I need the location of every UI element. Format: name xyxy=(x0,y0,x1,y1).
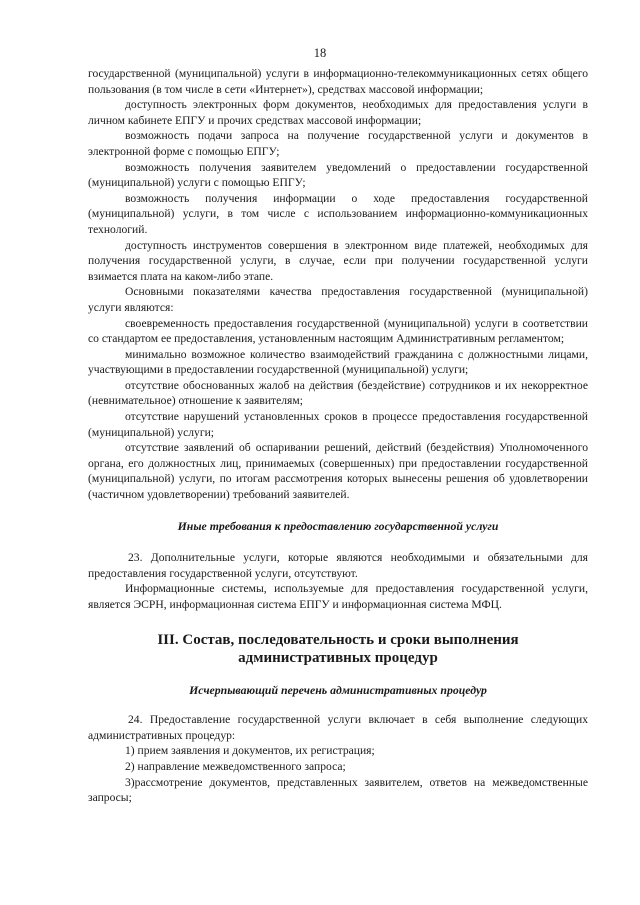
paragraph: Основными показателями качества предоставления государственной (муниципальной) услуги являются: xyxy=(88,285,588,314)
page-number: 18 xyxy=(313,46,327,60)
paragraph: возможность подачи запроса на получение государственной услуги и документов в электронной форме с помощью ЕПГУ; xyxy=(88,129,588,158)
chapter-title-line: административных процедур xyxy=(238,649,438,666)
section-title-procedures: Исчерпывающий перечень административных процедур xyxy=(189,682,487,697)
paragraph: возможность получения заявителем уведомлений о предоставлении государственной (муниципальной) услуги с помощью ЕПГУ; xyxy=(88,160,588,190)
section-title-other-requirements: Иные требования к предоставлению государственной услуги xyxy=(177,518,499,533)
paragraph: минимально возможное количество взаимодействий гражданина с должностными лицами, участвующими в предоставлении государственной (муниципальной) услуги; xyxy=(88,347,588,377)
paragraph: отсутствие нарушений установленных сроков в процессе предоставления государственной (муниципальной) услуги; xyxy=(88,410,588,439)
paragraph: государственной (муниципальной) услуги в информационно-телекоммуникационных сетях общего пользования (в том числе в сети «Интернет»), средствах массовой информации; xyxy=(88,67,588,96)
document-body xyxy=(88,66,588,806)
paragraph: 24. Предоставление государственной услуги включает в себя выполнение следующих административных процедур: xyxy=(88,713,588,742)
paragraph: 23. Дополнительные услуги, которые являются необходимыми и обязательными для предоставления государственной услуги, отсутствуют. xyxy=(88,551,588,580)
paragraph: доступность инструментов совершения в электронном виде платежей, необходимых для получения государственной услуги, в случае, если при получении государственной услуги взимается плата на каком-либо этапе. xyxy=(88,238,588,283)
list-item: 2) направление межведомственного запроса; xyxy=(125,759,346,773)
paragraph: своевременность предоставления государственной (муниципальной) услуги в соответствии со стандартом ее предоставления, установленным настоящим Административным регламентом; xyxy=(88,316,588,346)
paragraph: Информационные системы, используемые для предоставления государственной услуги, является ЭСРН, информационная система ЕПГУ и информационная система МФЦ. xyxy=(88,582,588,611)
list-item: 3)рассмотрение документов, представленных заявителем, ответов на межведомственные запросы; xyxy=(88,775,588,805)
paragraph: возможность получения информации о ходе предоставления государственной (муниципальной) услуги, в том числе с использованием информационно-коммуникационных технологий. xyxy=(88,191,588,236)
chapter-title xyxy=(88,631,588,667)
chapter-title-line: III. Состав, последовательность и сроки выполнения xyxy=(157,631,519,648)
paragraph: отсутствие обоснованных жалоб на действия (бездействие) сотрудников и их некорректное (невнимательное) отношение к заявителям; xyxy=(88,378,588,408)
paragraph: отсутствие заявлений об оспаривании решений, действий (бездействия) Уполномоченного органа, его должностных лиц, принимаемых (совершенных) при предоставлении государственной (муниципальной) услуги, по итогам рассмотрения которых вынесены решения об удовлетворении (частичном удовлетворении) требований заявителей. xyxy=(88,441,588,502)
list-item: 1) прием заявления и документов, их регистрация; xyxy=(125,744,375,758)
paragraph: доступность электронных форм документов, необходимых для предоставления услуги в личном кабинете ЕПГУ и прочих средствах массовой информации; xyxy=(88,98,588,127)
